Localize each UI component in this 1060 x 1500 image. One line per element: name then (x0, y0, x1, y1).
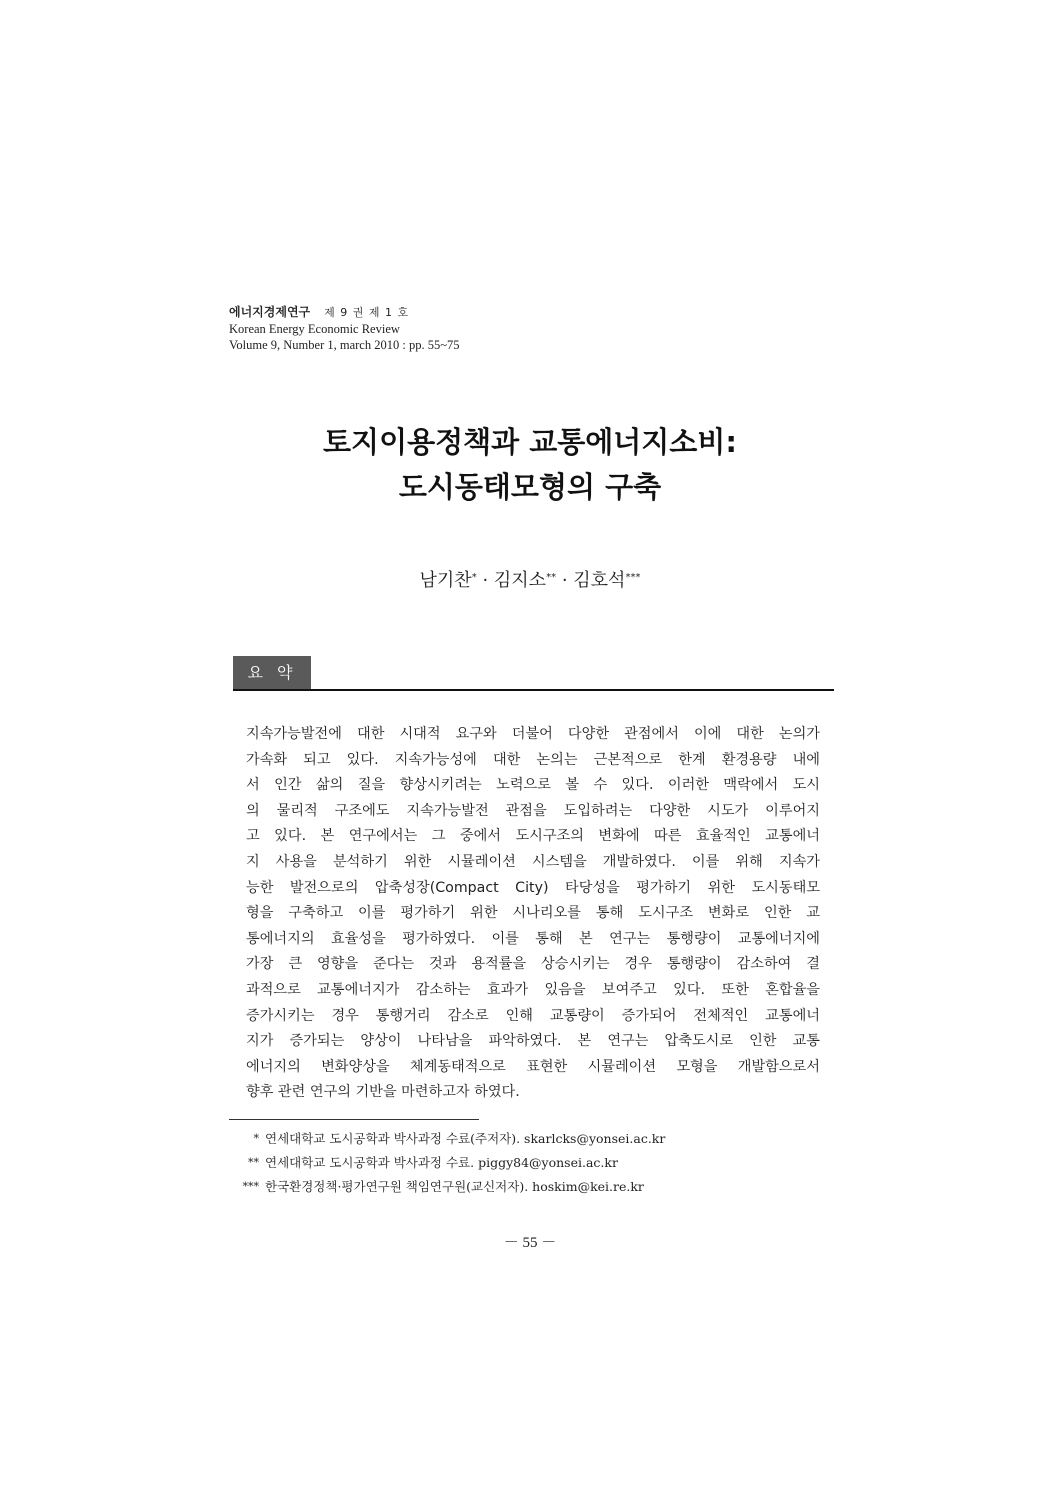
abstract-line: 지속가능발전에 대한 시대적 요구와 더불어 다양한 관점에서 이에 대한 논의가 (246, 726, 820, 742)
paper-title-line-1: 토지이용정책과 교통에너지소비: (323, 425, 737, 459)
abstract-line: 지 사용을 분석하기 위한 시뮬레이션 시스템을 개발하였다. 이를 위해 지속가 (246, 853, 820, 870)
footnote (229, 1127, 829, 1151)
abstract-line: 가장 큰 영향을 준다는 것과 용적률을 상승시키는 경우 통행량이 감소하여 결 (246, 956, 820, 973)
author-mark: *** (625, 572, 641, 583)
abstract-line: 의 물리적 구조에도 지속가능발전 관점을 도입하려는 다양한 시도가 이루어지 (246, 802, 820, 819)
journal-name-korean: 에너지경제연구 (229, 305, 311, 319)
journal-header (229, 304, 629, 353)
footnote-text: 한국환경정책·평가연구원 책임연구원(교신저자). hoskim@kei.re.kr (265, 1179, 644, 1194)
abstract-line: 서 인간 삶의 질을 향상시키려는 노력으로 볼 수 있다. 이러한 맥락에서 도시 (246, 777, 820, 794)
author-name: 남기찬 (419, 570, 472, 591)
abstract-line: 과적으로 교통에너지가 감소하는 효과가 있음을 보여주고 있다. 또한 혼합율을 (246, 981, 820, 998)
abstract-line: 능한 발전으로의 압축성장(Compact City) 타당성을 평가하기 위한 도시동태모 (246, 879, 820, 896)
paper-title-line-2: 도시동태모형의 구축 (398, 470, 662, 504)
footnote (229, 1151, 829, 1175)
author-list (0, 566, 1060, 592)
abstract-line: 증가시키는 경우 통행거리 감소로 인해 교통량이 증가되어 전체적인 교통에너 (246, 1007, 820, 1024)
journal-korean-line (229, 304, 629, 321)
author-separator: · (561, 570, 568, 591)
author-name: 김지소 (493, 570, 547, 591)
journal-name-english: Korean Energy Economic Review (229, 322, 400, 336)
abstract-body (246, 722, 820, 1106)
footnote-divider (229, 1119, 479, 1120)
paper-title (0, 420, 1060, 510)
abstract-line: 형을 구축하고 이를 평가하기 위한 시나리오를 통해 도시구조 변화로 인한 교 (246, 905, 820, 922)
footnote (229, 1175, 829, 1199)
journal-citation: Volume 9, Number 1, march 2010 : pp. 55~75 (229, 338, 460, 352)
abstract-line: 가속화 되고 있다. 지속가능성에 대한 논의는 근본적으로 한계 환경용량 내에 (246, 751, 820, 768)
abstract-line: 향후 관련 연구의 기반을 마련하고자 하였다. (246, 1084, 520, 1101)
author-mark: * (471, 572, 477, 583)
abstract-line: 지가 증가되는 양상이 나타남을 파악하였다. 본 연구는 압축도시로 인한 교통 (246, 1033, 820, 1050)
author-name: 김호석 (573, 570, 626, 591)
footnote-mark: *** (242, 1180, 259, 1193)
page-number: － 55 － (503, 1235, 557, 1251)
abstract-header (233, 656, 834, 691)
abstract-label: 요약 (233, 656, 311, 689)
journal-volume-issue: 제 9 권 제 1 호 (324, 306, 410, 319)
footnotes (229, 1127, 829, 1199)
author-mark: ** (546, 572, 557, 583)
abstract-line: 에너지의 변화양상을 체계동태적으로 표현한 시뮬레이션 모형을 개발함으로서 (246, 1058, 820, 1075)
footnote-text: 연세대학교 도시공학과 박사과정 수료(주저자). skarlcks@yonsei.ac.kr (265, 1131, 666, 1146)
footnote-mark: ** (248, 1156, 259, 1169)
footnote-mark: * (253, 1132, 259, 1145)
author-separator: · (482, 570, 489, 591)
abstract-line: 고 있다. 본 연구에서는 그 중에서 도시구조의 변화에 따른 효율적인 교통에너 (246, 828, 820, 845)
footnote-text: 연세대학교 도시공학과 박사과정 수료. piggy84@yonsei.ac.kr (265, 1155, 618, 1170)
abstract-line: 통에너지의 효율성을 평가하였다. 이를 통해 본 연구는 통행량이 교통에너지에 (246, 930, 820, 947)
